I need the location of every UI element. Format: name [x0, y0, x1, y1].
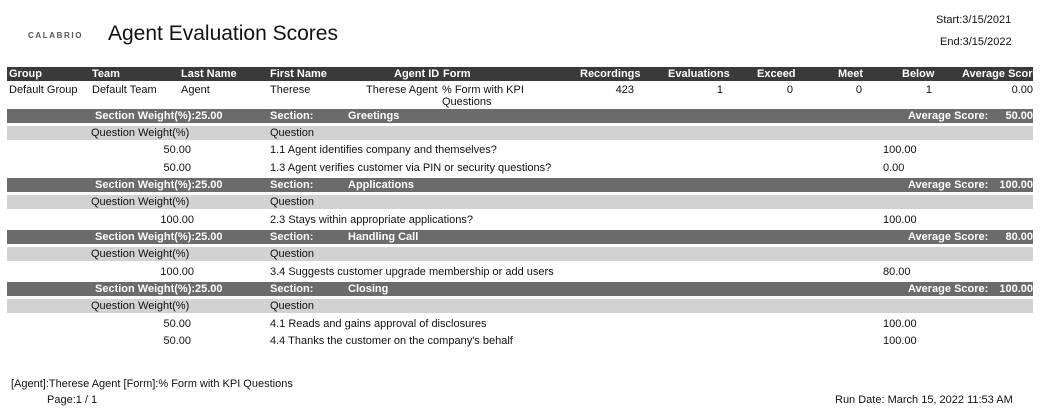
question-weight: 50.00: [163, 162, 191, 174]
section-name: Applications: [348, 179, 415, 191]
question-header: [7, 195, 1033, 209]
question-score: 100.00: [883, 214, 917, 226]
section-average-label: Average Score:: [908, 283, 989, 295]
section-average-value: 50.00: [1005, 110, 1033, 122]
question-score: 0.00: [883, 162, 905, 174]
agent-meet: 0: [855, 84, 862, 96]
question-text: 2.3 Stays within appropriate applications?: [270, 214, 474, 226]
end-date: End:3/15/2022: [940, 36, 1012, 48]
col-last-name: Last Name: [181, 68, 237, 80]
section-average-value: 80.00: [1005, 231, 1033, 243]
agent-id: Therese Agent: [366, 84, 438, 96]
question-text: 4.4 Thanks the customer on the company's behalf: [270, 335, 513, 347]
question-text: 1.1 Agent identifies company and themselves?: [270, 144, 497, 156]
question-weight: 50.00: [163, 144, 191, 156]
question-text: 4.1 Reads and gains approval of disclosures: [270, 318, 487, 330]
section-label: Section:: [270, 179, 314, 191]
calabrio-logo: CALABRIO: [28, 31, 84, 40]
run-date: Run Date: March 15, 2022 11:53 AM: [835, 394, 1013, 406]
section-name: Handling Call: [348, 231, 419, 243]
agent-average-score: 0.00: [1011, 84, 1033, 96]
report-title: Agent Evaluation Scores: [108, 22, 338, 45]
col-form: Form: [443, 68, 471, 80]
section-average-value: 100.00: [999, 283, 1033, 295]
section-name: Closing: [348, 283, 389, 295]
agent-below: 1: [925, 84, 932, 96]
page-number: Page:1 / 1: [47, 394, 98, 406]
section-weight: Section Weight(%):25.00: [95, 283, 223, 295]
agent-team: Default Team: [92, 84, 157, 96]
col-group: Group: [9, 68, 42, 80]
question-weight: 50.00: [163, 318, 191, 330]
question-header: [7, 299, 1033, 313]
section-weight: Section Weight(%):25.00: [95, 110, 223, 122]
agent-first-name: Therese: [270, 84, 311, 96]
col-first-name: First Name: [270, 68, 327, 80]
section-label: Section:: [270, 231, 314, 243]
question-text: 3.4 Suggests customer upgrade membership or add users: [270, 266, 554, 278]
col-exceed: Exceed: [757, 68, 796, 80]
agent-last-name: Agent: [181, 84, 210, 96]
question-weight-label: Question Weight(%): [91, 300, 190, 312]
question-weight-label: Question Weight(%): [91, 127, 190, 139]
section-average-label: Average Score:: [908, 231, 989, 243]
section-label: Section:: [270, 283, 314, 295]
question-header: [7, 247, 1033, 261]
question-weight: 100.00: [160, 266, 194, 278]
col-agent-id: Agent ID: [394, 68, 440, 80]
agent-group: Default Group: [9, 84, 78, 96]
section-header: [7, 282, 1033, 296]
question-header: [7, 126, 1033, 140]
column-header-bar: [7, 67, 1039, 81]
question-label: Question: [270, 127, 315, 139]
question-label: Question: [270, 248, 315, 260]
col-evaluations: Evaluations: [668, 68, 730, 80]
agent-recordings: 423: [615, 84, 634, 96]
question-label: Question: [270, 300, 315, 312]
question-weight: 100.00: [160, 214, 194, 226]
agent-form-line1: % Form with KPI: [442, 84, 524, 96]
question-score: 100.00: [883, 318, 917, 330]
question-label: Question: [270, 196, 315, 208]
col-recordings: Recordings: [580, 68, 641, 80]
report-filter: [Agent]:Therese Agent [Form]:% Form with KPI Questions: [11, 378, 293, 390]
section-average-label: Average Score:: [908, 179, 989, 191]
section-average-value: 100.00: [999, 179, 1033, 191]
section-label: Section:: [270, 110, 314, 122]
question-weight-label: Question Weight(%): [91, 248, 190, 260]
section-header: [7, 230, 1033, 244]
agent-form-line2: Questions: [442, 96, 492, 108]
col-below: Below: [902, 68, 935, 80]
question-score: 100.00: [883, 335, 917, 347]
question-weight: 50.00: [163, 335, 191, 347]
section-weight: Section Weight(%):25.00: [95, 179, 223, 191]
col-average-score: Average Score: [962, 68, 1039, 80]
agent-evaluations: 1: [716, 84, 723, 96]
question-text: 1.3 Agent verifies customer via PIN or security questions?: [270, 162, 552, 174]
col-team: Team: [92, 68, 120, 80]
section-header: [7, 178, 1033, 192]
col-meet: Meet: [838, 68, 864, 80]
agent-exceed: 0: [786, 84, 793, 96]
start-date: Start:3/15/2021: [936, 14, 1012, 26]
section-weight: Section Weight(%):25.00: [95, 231, 223, 243]
question-score: 100.00: [883, 144, 917, 156]
question-score: 80.00: [883, 266, 911, 278]
section-name: Greetings: [348, 110, 400, 122]
section-average-label: Average Score:: [908, 110, 989, 122]
section-header: [7, 109, 1033, 123]
question-weight-label: Question Weight(%): [91, 196, 190, 208]
